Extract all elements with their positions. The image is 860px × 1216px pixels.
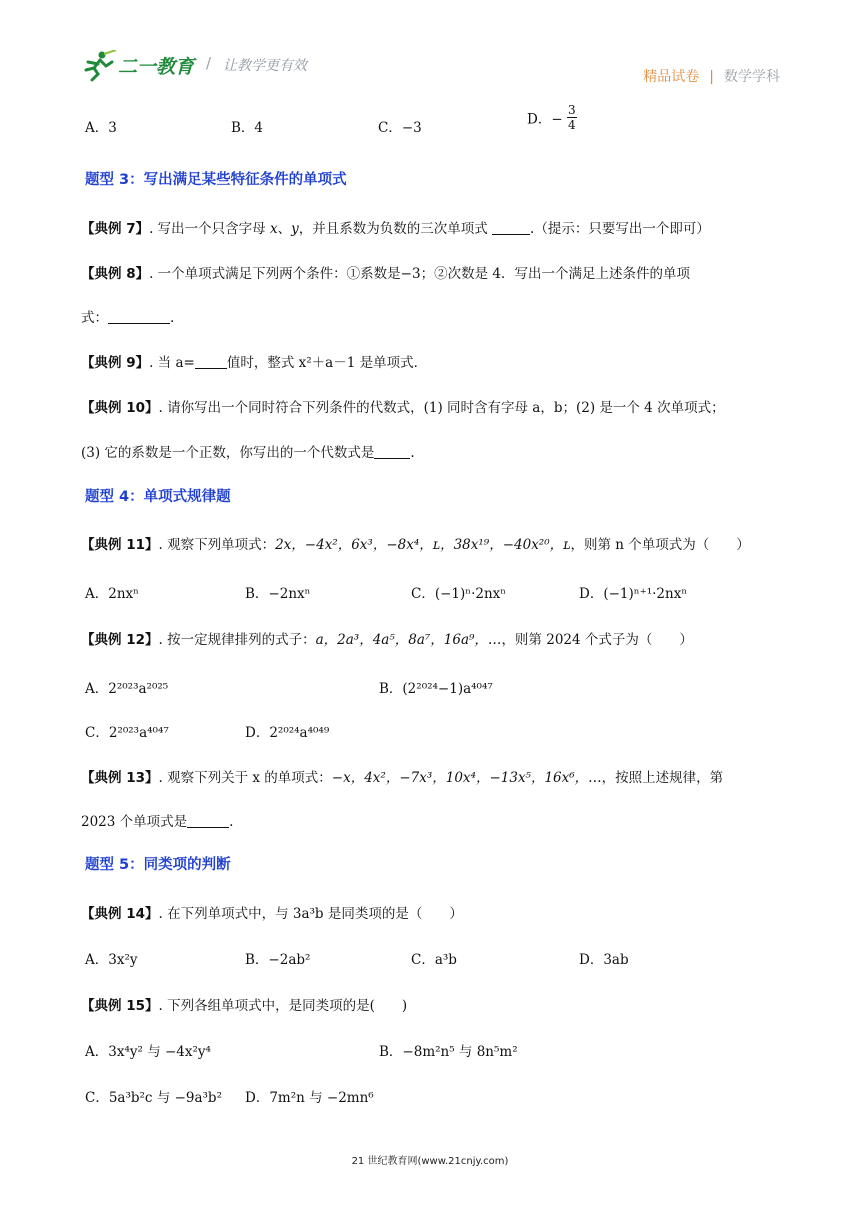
example-text: . 观察下列单项式： [158, 537, 276, 553]
example-14 [81, 902, 463, 922]
option-c: C．(−1)ⁿ·2nxⁿ [411, 586, 507, 602]
option-d: D．2²⁰²⁴a⁴⁰⁴⁹ [245, 725, 330, 741]
expression-sequence: 2x，−4x²，6x³，−8x⁴，ʟ，38x¹⁹，−40x²⁰，ʟ [275, 537, 571, 553]
option-b: B．−2ab² [245, 952, 311, 968]
option-a: A．2nxⁿ [85, 586, 139, 602]
option-c: C．2²⁰²³a⁴⁰⁴⁷ [85, 725, 169, 741]
example-text: . 下列各组单项式中，是同类项的是( ) [158, 998, 408, 1014]
example-12 [81, 628, 693, 648]
example-text: .（提示：只要写出一个即可） [530, 221, 710, 237]
logo-slogan: 让教学更有效 [223, 58, 307, 74]
logo-text: 二一教育 [118, 56, 195, 78]
example-text: 值时，整式 x²＋a－1 是单项式． [226, 355, 428, 371]
option-d-fraction [567, 103, 577, 132]
subject-label: 数学学科 [724, 69, 780, 85]
example-text: . 请你写出一个同时符合下列条件的代数式，(1) 同时含有字母 a，b；(2) 是一个 4 次单项式； [158, 400, 725, 416]
example-text: ，并且系数为负数的三次单项式 [298, 221, 493, 237]
fraction-numerator: 3 [567, 103, 576, 117]
option-b: B．4 [231, 120, 264, 136]
option-d: D．7m²n 与 −2mn⁶ [245, 1090, 374, 1106]
header-separator: | [709, 69, 714, 85]
answer-blank [195, 356, 227, 369]
example-text: . 一个单项式满足下列两个条件：①系数是−3；②次数是 4．写出一个满足上述条件的单项 [149, 266, 690, 282]
example-tag: 【典例 12】 [81, 632, 159, 648]
example-text: ，则第 n 个单项式为（ ） [570, 537, 750, 553]
answer-blank [187, 815, 229, 828]
option-d [527, 103, 577, 132]
example-13-line2 [81, 810, 233, 830]
option-b: B．(2²⁰²⁴−1)a⁴⁰⁴⁷ [379, 681, 493, 697]
separator: 、 [277, 221, 292, 237]
example-text: . 在下列单项式中，与 3a³b 是同类项的是（ ） [158, 906, 463, 922]
example-11 [81, 533, 750, 553]
example-text: ，按照上述规律，第 [601, 770, 724, 786]
var-y: y [291, 221, 299, 237]
example-10-line2 [81, 441, 415, 461]
example-text: (3) 它的系数是一个正数，你写出的一个代数式是 [81, 445, 375, 461]
expression-sequence: a，2a³，4a⁵，8a⁷，16a⁹，… [315, 632, 502, 648]
example-tag: 【典例 15】 [81, 998, 159, 1014]
category-label: 精品试卷 [643, 69, 700, 85]
example-text: . 当 a= [149, 355, 195, 371]
example-13 [81, 766, 723, 786]
example-8-line2 [81, 306, 174, 326]
example-7 [81, 217, 710, 237]
section-heading-5: 题型 5：同类项的判断 [85, 857, 231, 873]
logo-divider: / [206, 54, 212, 72]
example-text: 式： [81, 310, 108, 326]
example-tag: 【典例 10】 [81, 400, 159, 416]
example-text: . [410, 445, 415, 461]
answer-blank [492, 222, 530, 235]
var-x: x [269, 221, 278, 237]
option-a: A．3x⁴y² 与 −4x²y⁴ [85, 1044, 211, 1060]
option-a: A．2²⁰²³a²⁰²⁵ [85, 681, 169, 697]
example-text: . 观察下列关于 x 的单项式： [158, 770, 332, 786]
example-text: . [170, 310, 175, 326]
option-b: B．−2nxⁿ [245, 586, 311, 602]
expression-sequence: −x，4x²，−7x³，10x⁴，−13x⁵，16x⁶，… [331, 770, 602, 786]
example-text: 2023 个单项式是 [81, 814, 188, 830]
answer-blank [108, 311, 170, 324]
runner-logo-icon [82, 50, 118, 82]
example-text: . 写出一个只含字母 [149, 221, 270, 237]
example-tag: 【典例 8】 [81, 266, 150, 282]
option-d: D．(−1)ⁿ⁺¹·2nxⁿ [579, 586, 688, 602]
answer-blank [374, 446, 410, 459]
header-category [643, 66, 780, 86]
option-c: C．5a³b²c 与 −9a³b² [85, 1090, 222, 1106]
option-d-prefix: D．− [527, 111, 563, 128]
option-a: A．3 [85, 120, 117, 136]
option-a: A．3x²y [85, 952, 138, 968]
option-c: C．−3 [378, 120, 422, 136]
example-tag: 【典例 11】 [81, 537, 159, 553]
example-tag: 【典例 9】 [81, 355, 150, 371]
option-c: C．a³b [411, 952, 457, 968]
logo [82, 50, 322, 84]
example-tag: 【典例 7】 [81, 221, 150, 237]
page-header [0, 0, 860, 95]
example-text: ，则第 2024 个式子为（ ） [501, 632, 693, 648]
example-9 [81, 351, 427, 371]
page-footer: 21 世纪教育网(www.21cnjy.com) [351, 1156, 509, 1167]
section-heading-4: 题型 4：单项式规律题 [85, 489, 231, 505]
section-heading-3: 题型 3：写出满足某些特征条件的单项式 [85, 172, 347, 188]
fraction-denominator: 4 [567, 118, 576, 132]
option-b: B．−8m²n⁵ 与 8n⁵m² [379, 1044, 518, 1060]
option-d: D．3ab [579, 952, 629, 968]
example-tag: 【典例 13】 [81, 770, 159, 786]
example-text: . 按一定规律排列的式子： [158, 632, 316, 648]
example-15 [81, 994, 407, 1014]
example-text: . [229, 814, 234, 830]
example-tag: 【典例 14】 [81, 906, 159, 922]
example-10 [81, 396, 725, 416]
example-8 [81, 262, 690, 282]
